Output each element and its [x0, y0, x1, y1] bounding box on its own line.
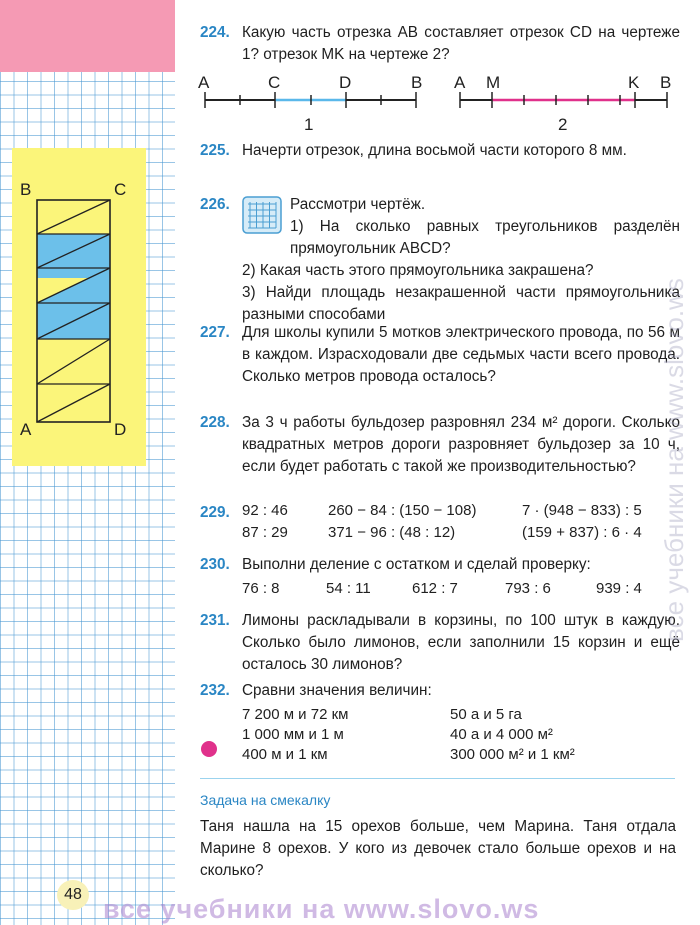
problem-224: [200, 22, 680, 66]
watermark-side: все учебники на www.slovo.ws: [659, 278, 689, 642]
segment-1-label-c: C: [268, 73, 281, 92]
compare-left-1: 7 200 м и 72 км: [242, 706, 349, 723]
segment-1-label-a: A: [198, 73, 210, 92]
problem-number: 224.: [200, 24, 230, 41]
problem-question-2: 2) Какая часть этого прямоугольника закрашена?: [242, 262, 594, 279]
page-number: 48: [57, 880, 89, 910]
expression-229-5: 7 · (948 − 833) : 5: [522, 502, 642, 519]
problem-number: 230.: [200, 556, 230, 573]
problem-230: [200, 554, 680, 576]
compare-right-3: 300 000 м² и 1 км²: [450, 746, 575, 763]
compare-right-2: 40 а и 4 000 м²: [450, 726, 553, 743]
segment-1-label-d: D: [339, 73, 352, 92]
vertex-c-label: C: [114, 180, 127, 199]
segments-drawing: [195, 88, 685, 116]
division-item-3: 612 : 7: [412, 580, 458, 597]
problem-number: 225.: [200, 142, 230, 159]
segment-1-caption: 1: [304, 115, 314, 134]
division-item-5: 939 : 4: [596, 580, 642, 597]
problem-text: Лимоны раскладывали в корзины, по 100 штук в каждую. Сколько было лимонов, если заполнили 15 корзин и ещё осталось 30 лимонов?: [242, 612, 680, 673]
segment-2-label-a: A: [454, 73, 466, 92]
rectangle-abcd-figure: [0, 0, 175, 480]
difficulty-dot-icon: [201, 741, 217, 757]
problem-number: 228.: [200, 414, 230, 431]
puzzle-heading: Задача на смекалку: [200, 792, 331, 808]
section-divider: [200, 778, 675, 779]
problem-231: [200, 610, 680, 676]
watermark-bottom: все учебники на www.slovo.ws: [103, 894, 540, 924]
problem-text: Для школы купили 5 мотков электрического провода, по 56 м в каждом. Израсходовали две седьмых части всего провода. Сколько метров провода осталось?: [242, 324, 680, 385]
problem-text: Сравни значения величин:: [242, 682, 432, 699]
segment-1-label-b: B: [411, 73, 423, 92]
segment-2: [460, 92, 667, 108]
problem-question-1: 1) На сколько равных треугольников разделён прямоугольник ABCD?: [290, 218, 680, 257]
segment-2-caption: 2: [558, 115, 568, 134]
problem-228: [200, 412, 680, 478]
expression-229-6: (159 + 837) : 6 · 4: [522, 524, 642, 541]
problem-226: [200, 194, 680, 326]
vertex-b-label: B: [20, 180, 32, 199]
problem-number: 229.: [200, 504, 230, 521]
expression-229-1: 92 : 46: [242, 502, 288, 519]
problem-225: [200, 140, 680, 162]
division-item-2: 54 : 11: [326, 580, 371, 597]
division-item-1: 76 : 8: [242, 580, 280, 597]
grid-icon: [242, 196, 282, 234]
problem-question-3: 3) Найди площадь незакрашенной части прямоугольника разными способами: [242, 284, 680, 323]
problem-text: Какую часть отрезка AB составляет отрезок CD на чертеже 1? отрезок MK на чертеже 2?: [242, 24, 680, 63]
compare-left-2: 1 000 мм и 1 м: [242, 726, 344, 743]
division-item-4: 793 : 6: [505, 580, 551, 597]
segment-2-label-b: B: [660, 73, 672, 92]
problem-intro: Рассмотри чертёж.: [290, 196, 426, 213]
vertex-d-label: D: [114, 420, 127, 439]
vertex-a-label: A: [20, 420, 32, 439]
segment-2-label-m: M: [486, 73, 501, 92]
expression-229-4: 371 − 96 : (48 : 12): [328, 524, 456, 541]
problem-227: [200, 322, 680, 388]
expression-229-3: 260 − 84 : (150 − 108): [328, 502, 477, 519]
problem-text: За 3 ч работы бульдозер разровнял 234 м² дороги. Сколько квадратных метров дороги разровняет бульдозер за 10 ч, если будет работать с такой же производительностью?: [242, 414, 680, 475]
puzzle-text: Таня нашла на 15 орехов больше, чем Марина. Таня отдала Марине 8 орехов. У кого из девочек стало больше орехов и на сколько?: [200, 818, 676, 879]
compare-left-3: 400 м и 1 км: [242, 746, 328, 763]
expression-229-2: 87 : 29: [242, 524, 288, 541]
problem-text: Выполни деление с остатком и сделай проверку:: [242, 556, 591, 573]
segment-1: [205, 92, 416, 108]
problem-number: 232.: [200, 682, 230, 699]
problem-number: 227.: [200, 324, 230, 341]
problem-232: [200, 680, 680, 702]
problem-number: 231.: [200, 612, 230, 629]
segment-2-label-k: K: [628, 73, 640, 92]
compare-right-1: 50 а и 5 га: [450, 706, 522, 723]
problem-text: Начерти отрезок, длина восьмой части которого 8 мм.: [242, 142, 627, 159]
problem-number: 226.: [200, 196, 230, 213]
